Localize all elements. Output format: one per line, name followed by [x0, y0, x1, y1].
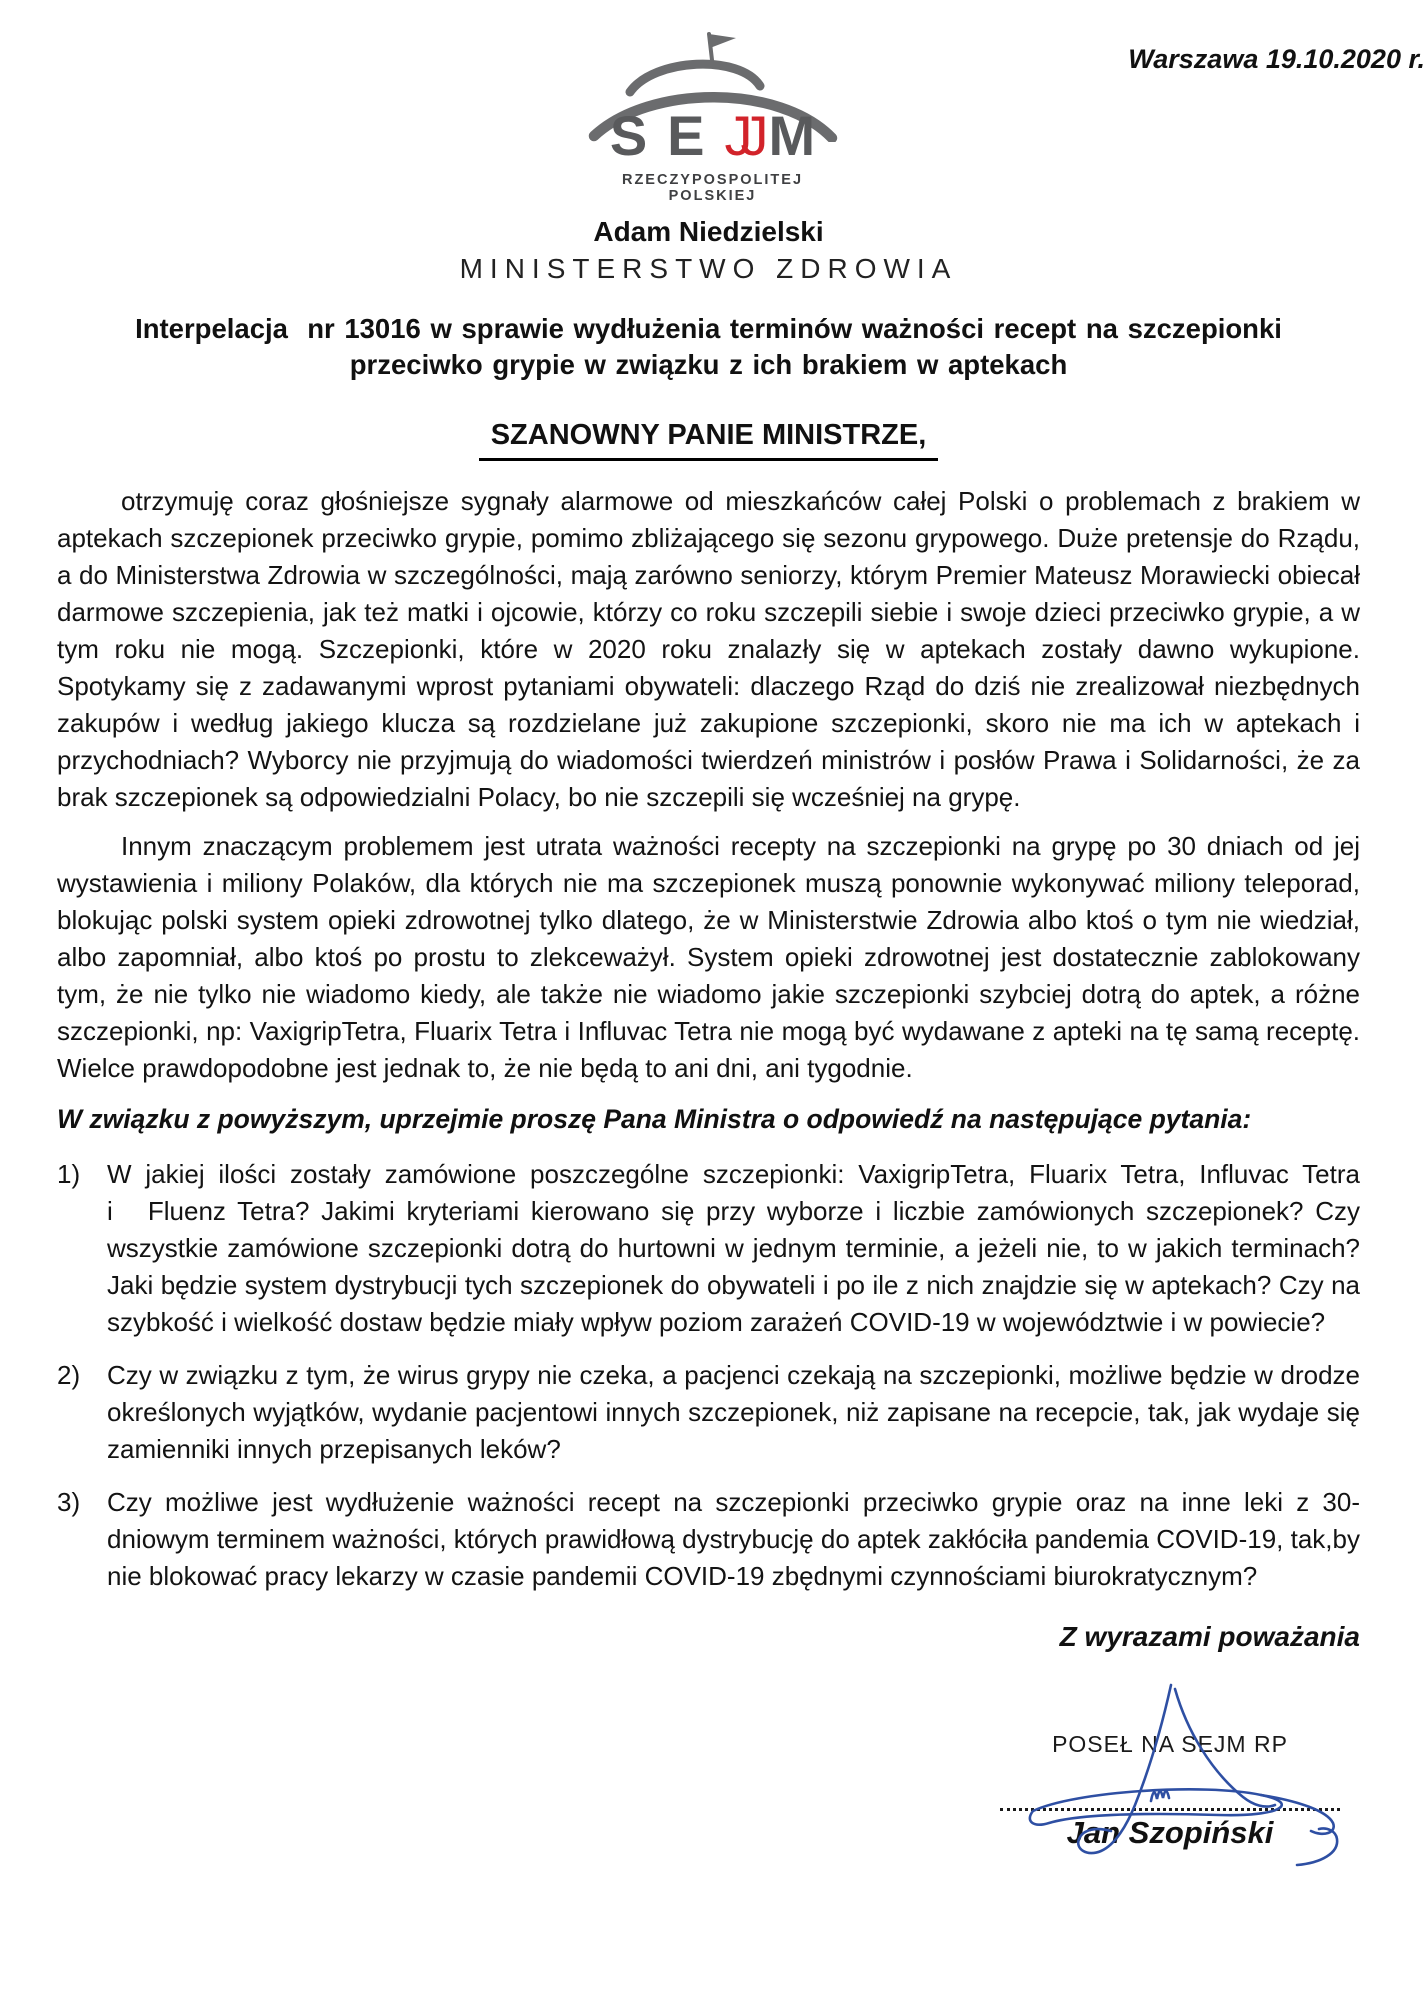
question-text: W jakiej ilości zostały zamówione poszczególne szczepionki: VaxigripTetra, Fluarix Tetra, Influvac Tetra i Fluenz Tetra? Jakimi kryteriami kierowano się przy wyborze i liczbie zamówionych szczepionek? Czy wszystkie zamówione szczepionki dotrą do hurtowni w jednym terminie, a jeżeli nie, to w jakich terminach? Jaki będzie system dystrybucji tych szczepionek do obywateli i po ile z nich znajdzie się w aptekach? Czy na szybkość i wielkość dostaw będzie miały wpływ poziom zarażeń COVID-19 w województwie i w powiecie? [107, 1159, 1360, 1337]
sejm-logo-letters [583, 104, 843, 167]
question-item [57, 1484, 1360, 1595]
logo-letters-gray-right: M [768, 104, 836, 167]
salutation-wrap [57, 419, 1360, 461]
letter-header [0, 0, 1425, 208]
questions-intro: W związku z powyższym, uprzejmie proszę Pana Ministra o odpowiedź na następujące pytania: [57, 1104, 1252, 1134]
question-text: Czy w związku z tym, że wirus grypy nie czeka, a pacjenci czekają na szczepionki, możliwe będzie w drodze określonych wyjątków, wydanie pacjentowi innych szczepionek, niż zapisane na recepcie, tak, jak wydaje się zamienniki innych przepisanych leków? [107, 1360, 1360, 1464]
signer-name: Jan Szopiński [1066, 1815, 1274, 1850]
signature-dotted-line [1000, 1808, 1340, 1811]
signer-title: POSEŁ NA SEJM RP [1052, 1731, 1288, 1757]
question-number: 2) [57, 1360, 81, 1390]
handwritten-signature-icon [975, 1679, 1365, 1894]
question-number: 3) [57, 1487, 81, 1517]
question-item [57, 1156, 1360, 1341]
paragraphs-section [57, 483, 1360, 1595]
letter-body [0, 216, 1425, 1851]
salutation: SZANOWNY PANIE MINISTRZE, [479, 419, 939, 461]
question-item [57, 1357, 1360, 1468]
question-text: Czy możliwe jest wydłużenie ważności recept na szczepionki przeciwko grypie oraz na inne leki z 30-dniowym terminem ważności, których prawidłową dystrybucję do aptek zakłóciła pandemia COVID-19, tak,by nie blokować pracy lekarzy w czasie pandemii COVID-19 zbędnymi czynnościami biurokratycznym? [107, 1487, 1360, 1591]
recipient-name: Adam Niedzielski [593, 216, 824, 247]
signature-block [1000, 1731, 1340, 1851]
paragraph: otrzymuję coraz głośniejsze sygnały alarmowe od mieszkańców całej Polski o problemach z brakiem w aptekach szczepionek przeciwko grypie, pomimo zbliżającego się sezonu grypowego. Duże pretensje do Rządu, a do Ministerstwa Zdrowia w szczególności, mają zarówno seniorzy, którym Premier Mateusz Morawiecki obiecał darmowe szczepienia, jak też matki i ojcowie, którzy co roku szczepili siebie i swoje dzieci przeciwko grypie, a w tym roku nie mogą. Szczepionki, które w 2020 roku znalazły się w aptekach zostały dawno wykupione. Spotykamy się z zadawanymi wprost pytaniami obywateli: dlaczego Rząd do dziś nie zrealizował niezbędnych zakupów i według jakiego klucza są rozdzielane już zakupione szczepionki, skoro nie ma ich w aptekach i przychodniach? Wyborcy nie przyjmują do wiadomości twierdzeń ministrów i posłów Prawa i Solidarności, że za brak szczepionek są odpowiedzialni Polacy, bo nie szczepili się wcześniej na grypę. [57, 486, 1360, 812]
logo-letters-red: JJ [724, 104, 757, 167]
letter-date: Warszawa 19.10.2020 r. [1128, 44, 1425, 74]
sejm-logo-caption: RZECZYPOSPOLITEJ POLSKIEJ [621, 172, 804, 204]
valediction: Z wyrazami poważania [1059, 1621, 1360, 1652]
document-title: Interpelacja nr 13016 w sprawie wydłużenia terminów ważności recept na szczepionki przeciwko grypie w związku z ich brakiem w aptekach [135, 313, 1282, 380]
logo-letters-gray-left: SE [609, 104, 725, 167]
sejm-logo [583, 30, 843, 204]
question-number: 1) [57, 1159, 81, 1189]
closing-section [57, 1621, 1360, 1851]
recipient-block [57, 216, 1360, 285]
recipient-organization: MINISTERSTWO ZDROWIA [459, 253, 958, 284]
paragraph: Innym znaczącym problemem jest utrata ważności recepty na szczepionki na grypę po 30 dniach od jej wystawienia i miliony Polaków, dla których nie ma szczepionek muszą ponownie wykonywać miliony teleporad, blokując polski system opieki zdrowotnej tylko dlatego, że w Ministerstwie Zdrowia albo ktoś o tym nie wiedział, albo zapomniał, albo ktoś po prostu to zlekceważył. System opieki zdrowotnej jest dostatecznie zablokowany tym, że nie tylko nie wiadomo kiedy, ale także nie wiadomo jakie szczepionki szybciej dotrą do aptek, a różne szczepionki, np: VaxigripTetra, Fluarix Tetra i Influvac Tetra nie mogą być wydawane z apteki na tę samą receptę. Wielce prawdopodobne jest jednak to, że nie będą to ani dni, ani tygodnie. [57, 831, 1360, 1083]
